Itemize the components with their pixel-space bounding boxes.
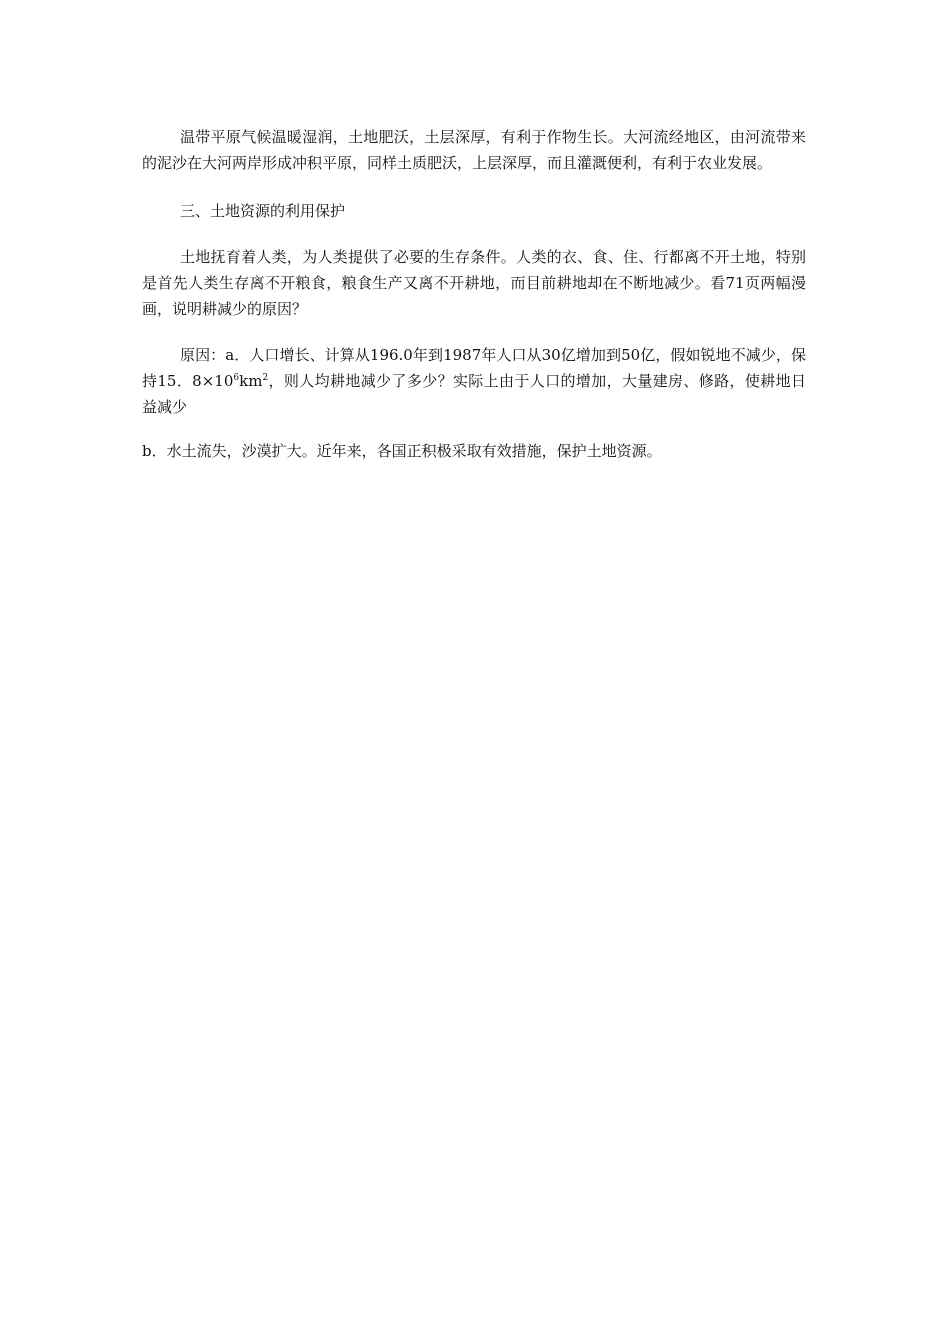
unit-km: km — [239, 372, 263, 390]
cause-text-end: ，则人均耕地减少了多少？实际上由于人口的增加，大量建房、修路，使耕地日益减少 — [142, 372, 806, 416]
paragraph-soil-erosion: b．水土流失，沙漠扩大。近年来，各国正积极采取有效措施，保护土地资源。 — [142, 442, 662, 460]
document-body — [142, 124, 806, 464]
section-heading: 三、土地资源的利用保护 — [180, 202, 346, 220]
paragraph-land-resources: 土地抚育着人类，为人类提供了必要的生存条件。人类的衣、食、住、行都离不开土地，特别是首先人类生存离不开粮食，粮食生产又离不开耕地，而目前耕地却在不断地减少。看71页两幅漫画，说明耕减少的原因？ — [142, 248, 806, 318]
paragraph-causes — [142, 342, 806, 420]
exponent-six: 6 — [233, 373, 240, 383]
paragraph-plains: 温带平原气候温暖湿润，土地肥沃，土层深厚，有利于作物生长。大河流经地区，由河流带来的泥沙在大河两岸形成冲积平原，同样土质肥沃，上层深厚，而且灌溉便利，有利于农业发展。 — [142, 128, 806, 172]
cause-text-start: 原因：a．人口增长、计算从196.0年到1987年人口从30亿增加到50亿，假如锐地不减少，保持15．8×10 — [142, 346, 806, 390]
exponent-two: 2 — [262, 373, 269, 383]
